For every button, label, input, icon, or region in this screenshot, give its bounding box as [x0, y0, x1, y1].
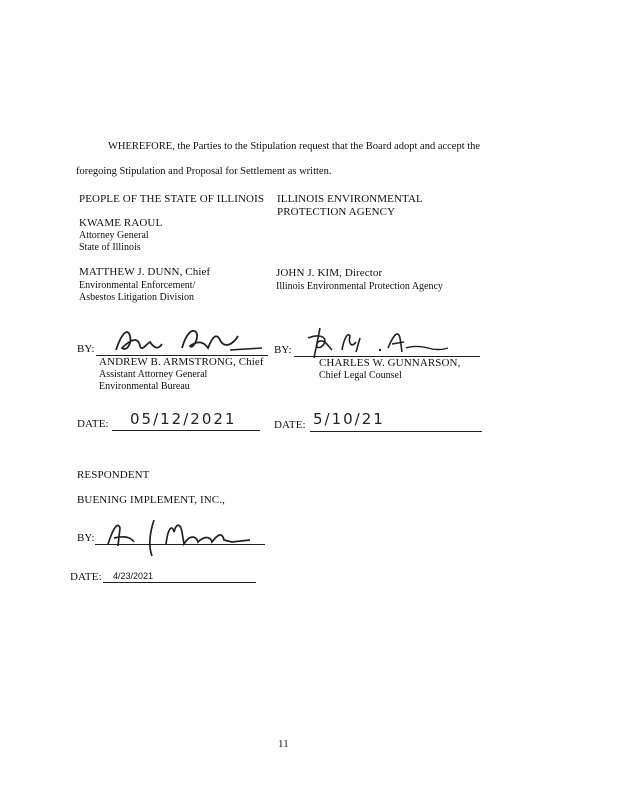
ag-title: Attorney General — [79, 230, 149, 241]
agency-by-label: BY: — [274, 344, 292, 356]
chief-name: MATTHEW J. DUNN, Chief — [79, 266, 211, 278]
respondent-heading: RESPONDENT — [77, 469, 150, 481]
people-date-line — [112, 430, 260, 431]
page-number: 11 — [278, 738, 289, 750]
agency-signature — [298, 324, 458, 360]
director-org: Illinois Environmental Protection Agency — [276, 281, 443, 292]
respondent-date-line — [103, 582, 256, 583]
agency-signer-name: CHARLES W. GUNNARSON, — [319, 357, 461, 369]
agency-signer-title: Chief Legal Counsel — [319, 370, 402, 381]
chief-division-1: Environmental Enforcement/ — [79, 280, 196, 291]
director-name: JOHN J. KIM, Director — [276, 267, 383, 279]
people-heading: PEOPLE OF THE STATE OF ILLINOIS — [79, 193, 265, 205]
respondent-by-label: BY: — [77, 532, 95, 544]
people-date-label: DATE: — [77, 418, 109, 430]
closing-line-1: WHEREFORE, the Parties to the Stipulation request that the Board adopt and accept the — [108, 141, 481, 152]
agency-heading-2: PROTECTION AGENCY — [277, 206, 396, 218]
respondent-company: BUENING IMPLEMENT, INC., — [77, 494, 225, 506]
agency-heading-1: ILLINOIS ENVIRONMENTAL — [277, 193, 423, 205]
people-signer-title-2: Environmental Bureau — [99, 381, 190, 392]
people-signer-name: ANDREW B. ARMSTRONG, Chief — [99, 356, 264, 368]
agency-date-label: DATE: — [274, 419, 306, 431]
people-signer-title-1: Assistant Attorney General — [99, 369, 208, 380]
respondent-signature — [100, 514, 260, 558]
people-by-label: BY: — [77, 343, 95, 355]
respondent-date-value: 4/23/2021 — [113, 571, 154, 581]
ag-name: KWAME RAOUL — [79, 217, 163, 229]
chief-division-2: Asbestos Litigation Division — [79, 292, 194, 303]
respondent-date-label: DATE: — [70, 571, 102, 583]
agency-date-value: 5/10/21 — [313, 410, 385, 428]
people-date-value: 05/12/2021 — [130, 410, 237, 428]
agency-date-line — [310, 431, 482, 432]
people-signature — [112, 322, 272, 358]
closing-line-2: foregoing Stipulation and Proposal for Settlement as written. — [76, 166, 332, 177]
ag-state: State of Illinois — [79, 242, 141, 253]
